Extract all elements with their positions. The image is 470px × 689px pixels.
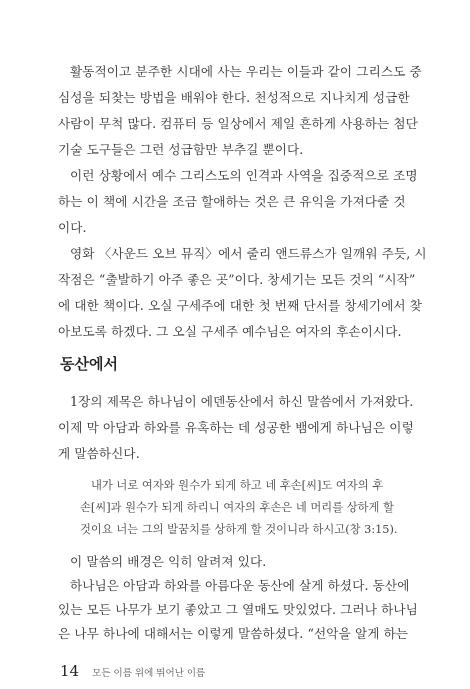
- body-line: 이다.: [58, 220, 87, 235]
- body-line: 작점은 “출발하기 아주 좋은 곳”이다. 창세기는 모든 것의 “시작”: [58, 272, 416, 287]
- running-book-title: 모든 이름 위에 뛰어난 이름: [92, 668, 206, 679]
- scripture-quote-line: 손[씨]과 원수가 되게 하리니 여자의 후손은 네 머리를 상하게 할: [80, 501, 394, 514]
- body-line: 있는 모든 나무가 보기 좋았고 그 열매도 맛있었다. 그러나 하나님: [58, 602, 418, 617]
- body-line: 1장의 제목은 하나님이 에덴동산에서 하신 말씀에서 가져왔다.: [70, 394, 414, 409]
- body-line: 이런 상황에서 예수 그리스도의 인격과 사역을 집중적으로 조명: [70, 168, 418, 183]
- body-line: 영화 〈사운드 오브 뮤직〉에서 줄리 앤드류스가 일깨워 주듯, 시: [70, 246, 427, 261]
- body-line: 활동적이고 분주한 시대에 사는 우리는 이들과 같이 그리스도 중: [70, 64, 422, 79]
- page-footer: [60, 662, 205, 680]
- body-line: 아보도록 하겠다. 그 오실 구세주 예수님은 여자의 후손이시다.: [58, 324, 402, 339]
- body-line: 이제 막 아담과 하와를 유혹하는 데 성공한 뱀에게 하나님은 이렇: [58, 420, 414, 435]
- body-line: 기술 도구들은 그런 성급함만 부추길 뿐이다.: [58, 142, 304, 157]
- body-line: 은 나무 하나에 대해서는 이렇게 말씀하셨다. “선악을 알게 하는: [58, 626, 409, 641]
- page-number: 14: [60, 662, 80, 680]
- body-line: 이 말씀의 배경은 익히 알려져 있다.: [70, 554, 267, 569]
- body-line: 에 대한 책이다. 오실 구세주에 대한 첫 번째 단서를 창세기에서 찾: [58, 298, 423, 313]
- body-line: 하나님은 아담과 하와를 아름다운 동산에 살게 하셨다. 동산에: [70, 578, 410, 593]
- body-line: 심성을 되찾는 방법을 배워야 한다. 천성적으로 지나치게 성급한: [58, 90, 410, 105]
- section-heading: 동산에서: [60, 355, 118, 373]
- scripture-quote-line: 내가 너로 여자와 원수가 되게 하고 네 후손[씨]도 여자의 후: [91, 479, 384, 492]
- scripture-quote-line: 것이요 너는 그의 발꿈치를 상하게 할 것이니라 하시고(창 3:15).: [80, 523, 398, 536]
- body-line: 게 말씀하신다.: [58, 446, 140, 461]
- body-line: 하는 이 책에 시간을 조금 할애하는 것은 큰 유익을 가져다줄 것: [58, 194, 406, 209]
- body-line: 사람이 무척 많다. 컴퓨터 등 일상에서 제일 흔하게 사용하는 첨단: [58, 116, 418, 131]
